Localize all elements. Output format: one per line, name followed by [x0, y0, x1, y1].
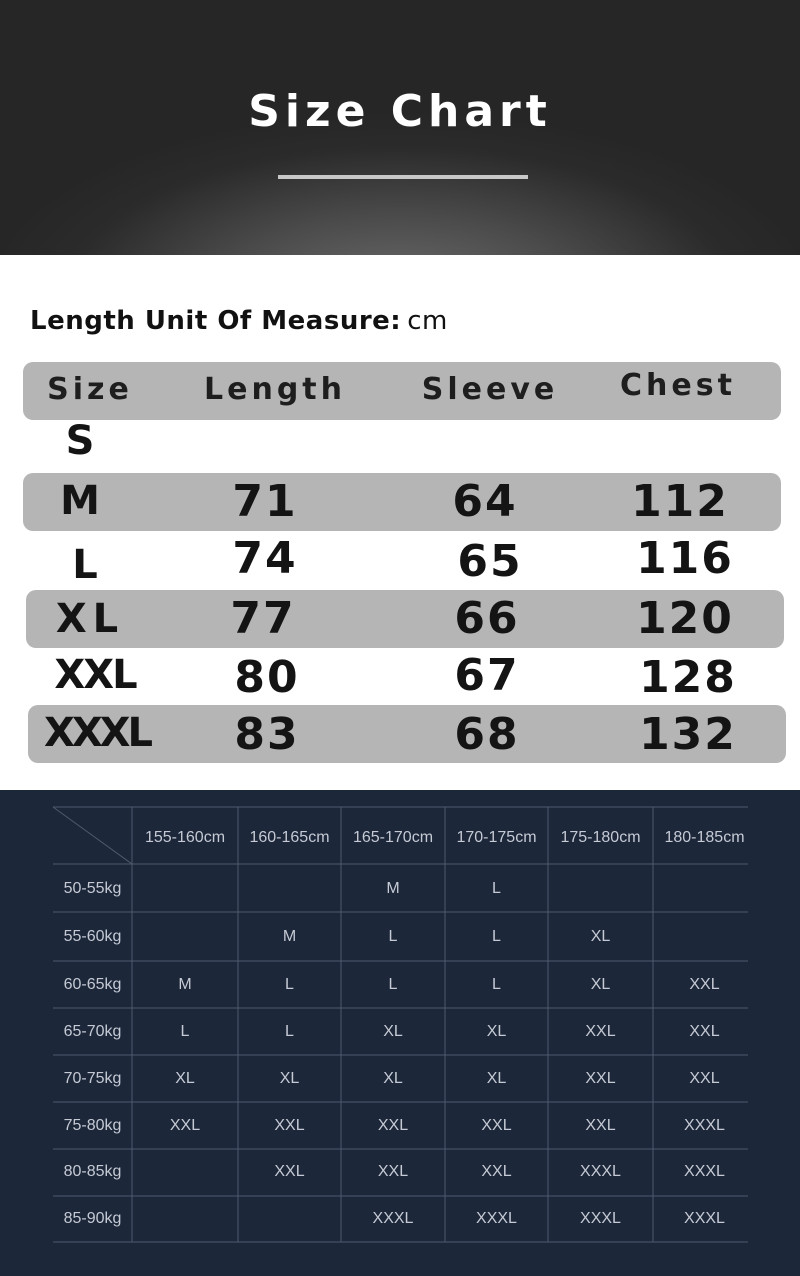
size-recommendation: XL: [590, 976, 611, 993]
height-header: 165-170cm: [352, 829, 434, 846]
height-header: 160-165cm: [249, 829, 330, 846]
size-recommendation: L: [492, 976, 501, 993]
chest-value: 112: [631, 476, 729, 527]
size-recommendation: XXXL: [684, 1163, 725, 1180]
column-header-chest: Chest: [620, 368, 736, 403]
sleeve-value: 67: [454, 650, 520, 701]
size-recommendation: XL: [279, 1070, 300, 1087]
size-recommendation: XXL: [585, 1117, 616, 1134]
size-label: L: [72, 542, 98, 588]
chest-value: 116: [636, 533, 734, 584]
weight-label: 70-75kg: [63, 1070, 122, 1087]
weight-label: 85-90kg: [63, 1210, 122, 1227]
unit-line: [30, 306, 448, 336]
size-recommendation: XXXL: [580, 1163, 621, 1180]
size-recommendation: L: [492, 928, 501, 945]
size-recommendation: L: [492, 880, 501, 897]
size-label: S: [65, 418, 95, 464]
size-recommendation: XXL: [169, 1117, 201, 1134]
size-recommendation: XXL: [274, 1163, 305, 1180]
size-recommendation: XL: [486, 1070, 507, 1087]
size-recommendation: M: [386, 880, 400, 897]
size-recommendation: XXXL: [684, 1117, 725, 1134]
size-recommendation: L: [285, 976, 294, 993]
column-header-length: Length: [204, 372, 346, 407]
size-recommendation: XXL: [481, 1163, 512, 1180]
chest-value: 120: [636, 593, 734, 644]
height-header: 170-175cm: [456, 829, 537, 846]
height-header: 180-185cm: [664, 829, 745, 846]
size-recommendation: M: [178, 976, 192, 993]
weight-label: 75-80kg: [63, 1117, 122, 1134]
page-title: Size Chart: [248, 86, 552, 137]
size-recommendation: XL: [383, 1070, 403, 1087]
size-recommendation: XXL: [377, 1117, 409, 1134]
sleeve-value: 64: [452, 476, 518, 527]
size-recommendation: XL: [175, 1070, 195, 1087]
weight-label: 65-70kg: [63, 1023, 122, 1040]
size-label: XXXL: [43, 710, 150, 756]
length-value: 83: [234, 709, 300, 760]
size-recommendation: XXL: [585, 1023, 616, 1040]
size-recommendation: XXL: [377, 1163, 409, 1180]
weight-label: 80-85kg: [63, 1163, 122, 1180]
sleeve-value: 68: [454, 709, 520, 760]
size-recommendation: XXL: [481, 1117, 512, 1134]
size-recommendation: L: [388, 976, 398, 993]
weight-label: 60-65kg: [63, 976, 122, 993]
length-value: 74: [232, 533, 298, 584]
length-value: 71: [232, 476, 298, 527]
size-recommendation: XXXL: [372, 1210, 414, 1227]
height-header: 155-160cm: [144, 829, 226, 846]
size-recommendation: L: [180, 1023, 190, 1040]
unit-label: Length Unit Of Measure:: [30, 306, 402, 336]
length-value: 80: [234, 652, 300, 703]
column-header-size: Size: [47, 372, 133, 407]
size-label: XXL: [54, 652, 136, 698]
size-recommendation: XXL: [689, 1023, 720, 1040]
size-recommendation: XXL: [689, 976, 720, 993]
fit-chart: [0, 790, 800, 1276]
chest-value: 132: [639, 709, 737, 760]
header-banner: [0, 0, 800, 255]
weight-label: 50-55kg: [63, 880, 122, 897]
column-header-sleeve: Sleeve: [421, 372, 559, 407]
size-recommendation: XL: [486, 1023, 507, 1040]
length-value: 77: [230, 593, 296, 644]
size-label: M: [60, 478, 100, 524]
sleeve-value: 65: [457, 536, 523, 587]
size-recommendation: XXL: [274, 1117, 305, 1134]
chest-value: 128: [639, 652, 737, 703]
size-label: XL: [55, 596, 125, 642]
size-recommendation: XXXL: [580, 1210, 621, 1227]
size-recommendation: L: [388, 928, 398, 945]
unit-value: cm: [407, 306, 448, 336]
size-recommendation: XL: [590, 928, 611, 945]
weight-label: 55-60kg: [63, 928, 122, 945]
size-recommendation: L: [285, 1023, 294, 1040]
sleeve-value: 66: [454, 593, 520, 644]
size-recommendation: XXXL: [476, 1210, 517, 1227]
size-recommendation: M: [282, 928, 297, 945]
size-recommendation: XXL: [689, 1070, 720, 1087]
height-header: 175-180cm: [560, 829, 641, 846]
size-recommendation: XL: [383, 1023, 403, 1040]
title-underline: [278, 175, 528, 179]
size-recommendation: XXXL: [684, 1210, 725, 1227]
size-recommendation: XXL: [585, 1070, 616, 1087]
